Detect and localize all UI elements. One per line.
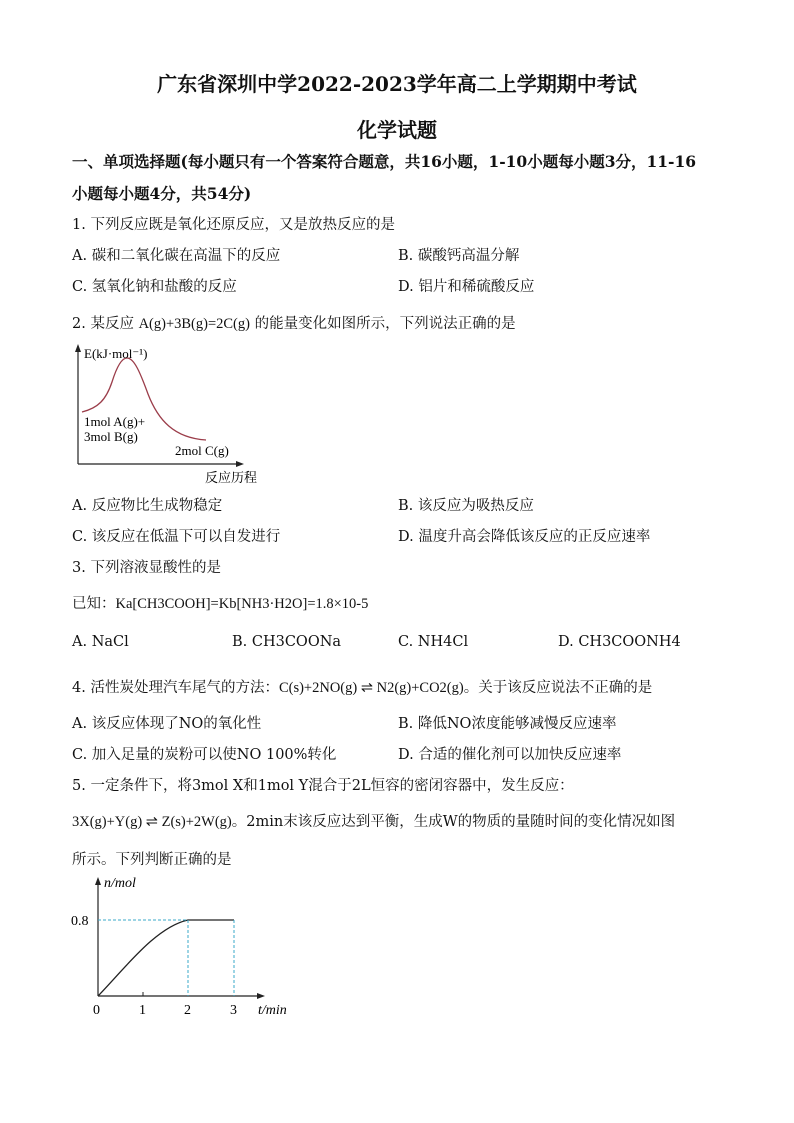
question-2-option-d[interactable]: D. 温度升高会降低该反应的正反应速率	[398, 529, 651, 545]
question-3-known	[72, 592, 368, 613]
question-4-equation: C(s)+2NO(g) ⇌ N2(g)+CO2(g)	[278, 680, 464, 696]
question-4-option-b[interactable]: B. 降低NO浓度能够减慢反应速率	[398, 716, 617, 732]
question-2-stem-prefix: 2. 某反应	[72, 316, 139, 332]
x-tick-0: 0	[93, 1003, 100, 1018]
t-axis-arrow	[257, 993, 265, 999]
question-3-option-b[interactable]: B. CH3COONa	[232, 634, 342, 650]
question-4-option-d[interactable]: D. 合适的催化剂可以加快反应速率	[398, 747, 622, 763]
x-tick-1: 1	[139, 1003, 146, 1018]
question-4-stem-suffix: 。关于该反应说法不正确的是	[463, 680, 653, 696]
section-heading-line-2: 小题每小题4分，共54分)	[72, 184, 252, 203]
energy-axis-y-arrow	[75, 344, 81, 352]
reactant-label-line-2: 3mol B(g)	[84, 429, 138, 444]
question-2-stem	[72, 312, 516, 333]
question-5-stem-line-2-suffix: 。2min末该反应达到平衡，生成W的物质的量随时间的变化情况如图	[231, 814, 676, 830]
energy-diagram	[70, 342, 280, 488]
question-3-option-c[interactable]: C. NH4Cl	[398, 634, 469, 650]
question-4-stem	[72, 676, 652, 697]
moles-time-graph	[66, 872, 306, 1022]
question-5-stem-line-1: 5. 一定条件下，将3mol X和1mol Y混合于2L恒容的密闭容器中，发生反应：	[72, 778, 574, 794]
question-5-equation: 3X(g)+Y(g) ⇌ Z(s)+2W(g)	[72, 814, 232, 830]
x-tick-3: 3	[230, 1003, 237, 1018]
question-3-known-equation: Ka[CH3COOH]=Kb[NH3·H2O]=1.8×10-5	[115, 596, 369, 612]
question-4-option-c[interactable]: C. 加入足量的炭粉可以使NO 100%转化	[72, 747, 337, 763]
question-3-option-a[interactable]: A. NaCl	[72, 634, 129, 650]
t-axis-label: t/min	[258, 1003, 287, 1018]
question-1-option-d[interactable]: D. 铝片和稀硫酸反应	[398, 279, 535, 295]
n-w-curve	[98, 920, 234, 996]
question-3-option-d[interactable]: D. CH3COONH4	[558, 634, 681, 650]
section-heading	[72, 146, 722, 210]
y-tick-0-8: 0.8	[71, 914, 89, 929]
n-axis-arrow	[95, 877, 101, 885]
question-2-option-b[interactable]: B. 该反应为吸热反应	[398, 498, 534, 514]
question-2-stem-suffix: 的能量变化如图所示，下列说法正确的是	[249, 316, 516, 332]
question-4-option-a[interactable]: A. 该反应体现了NO的氧化性	[72, 716, 262, 732]
section-heading-line-1: 一、单项选择题(每小题只有一个答案符合题意，共16小题，1-10小题每小题3分，11-16	[72, 152, 697, 171]
reactant-label-line-1: 1mol A(g)+	[84, 414, 146, 429]
question-1-option-a[interactable]: A. 碳和二氧化碳在高温下的反应	[72, 248, 281, 264]
reaction-progress-label: 反应历程	[205, 470, 258, 485]
product-label: 2mol C(g)	[175, 443, 229, 458]
x-tick-2: 2	[184, 1003, 191, 1018]
question-2-option-c[interactable]: C. 该反应在低温下可以自发进行	[72, 529, 281, 545]
question-1-option-b[interactable]: B. 碳酸钙高温分解	[398, 248, 520, 264]
page-subtitle: 化学试题	[357, 118, 437, 142]
question-1-option-c[interactable]: C. 氢氧化钠和盐酸的反应	[72, 279, 237, 295]
question-2-option-a[interactable]: A. 反应物比生成物稳定	[72, 498, 223, 514]
question-5-stem-line-2	[72, 810, 675, 831]
page-title: 广东省深圳中学2022-2023学年高二上学期期中考试	[157, 72, 637, 96]
question-4-stem-prefix: 4. 活性炭处理汽车尾气的方法：	[72, 680, 279, 696]
n-axis-label: n/mol	[104, 876, 136, 891]
energy-y-label: E(kJ·mol⁻¹)	[84, 346, 148, 361]
energy-axis-x-arrow	[236, 461, 244, 467]
question-3-known-prefix: 已知：	[72, 596, 116, 612]
question-3-stem: 3. 下列溶液显酸性的是	[72, 560, 221, 576]
question-2-equation: A(g)+3B(g)=2C(g)	[138, 316, 250, 332]
question-5-stem-line-3: 所示。下列判断正确的是	[72, 852, 232, 868]
question-1-stem: 1. 下列反应既是氧化还原反应，又是放热反应的是	[72, 217, 395, 233]
